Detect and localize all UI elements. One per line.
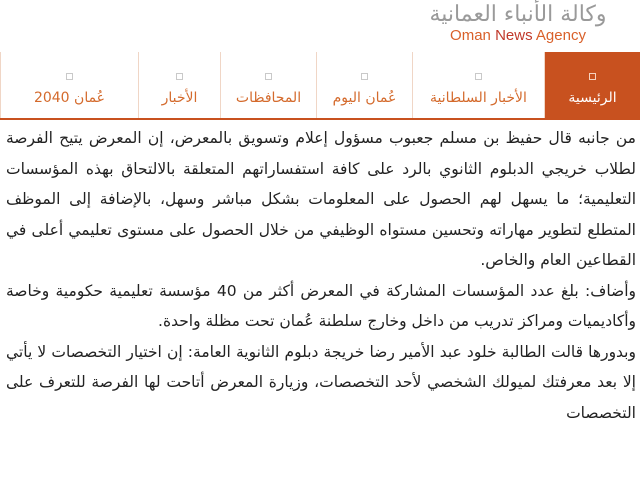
- square-icon: [589, 73, 596, 80]
- square-icon: [475, 73, 482, 80]
- logo-arabic-text: وكالة الأنباء العمانية: [429, 2, 607, 27]
- logo-english-news: News: [495, 27, 533, 44]
- nav-item-royal-news[interactable]: [412, 52, 544, 118]
- site-header: [0, 0, 640, 52]
- square-icon: [66, 73, 73, 80]
- article-paragraph: وبدورها قالت الطالبة خلود عبد الأمير رضا خريجة دبلوم الثانوية العامة: إن اختيار التخصصات لا يأتي إلا بعد معرفتك لميولك الشخصي لأحد التخصصات، وزيارة المعرض أتاحت لها الفرصة للتعرف على التخصصات: [6, 342, 636, 422]
- nav-item-oman-today[interactable]: [316, 52, 412, 118]
- nav-item-home[interactable]: [544, 52, 640, 118]
- article-paragraph: وأضاف: بلغ عدد المؤسسات المشاركة في المعرض أكثر من 40 مؤسسة تعليمية حكومية وخاصة وأكاديميات ومراكز تدريب من داخل وخارج سلطنة عُمان تحت مظلة واحدة.: [6, 281, 636, 330]
- nav-item-label: المحافظات: [235, 90, 302, 106]
- square-icon: [265, 73, 272, 80]
- nav-item-label: عُمان اليوم: [332, 90, 397, 106]
- square-icon: [361, 73, 368, 80]
- logo-english-agency: Agency: [532, 27, 586, 44]
- logo-english-text: [428, 28, 608, 44]
- nav-item-label: الأخبار: [161, 90, 198, 106]
- nav-item-label: الأخبار السلطانية: [430, 90, 527, 106]
- article-paragraph: من جانبه قال حفيظ بن مسلم جعبوب مسؤول إعلام وتسويق بالمعرض، إن المعرض يتيح الفرصة لطلاب خريجي الدبلوم الثانوي بالرد على كافة استفساراتهم المتعلقة بالالتحاق بهذه المؤسسات التعليمية؛ ما يسهل لهم الحصول على المعلومات بشكل مباشر وسهل، بالإضافة إلى الموظف المتطلع لتطوير مهاراته وتحسين مستواه الوظيفي من خلال الحصول على مستوى تعليمي أعلى في القطاعين العام والخاص.: [6, 129, 636, 269]
- nav-item-governorates[interactable]: [220, 52, 316, 118]
- nav-item-label: عُمان 2040: [33, 90, 106, 106]
- logo-english-oman: Oman: [450, 27, 496, 44]
- oman-news-agency-logo[interactable]: [428, 2, 608, 48]
- square-icon: [176, 73, 183, 80]
- nav-item-oman-2040[interactable]: [0, 52, 138, 118]
- main-navigation: [0, 52, 640, 120]
- article-body: [0, 120, 640, 480]
- nav-item-news[interactable]: [138, 52, 220, 118]
- nav-item-label: الرئيسية: [568, 90, 617, 106]
